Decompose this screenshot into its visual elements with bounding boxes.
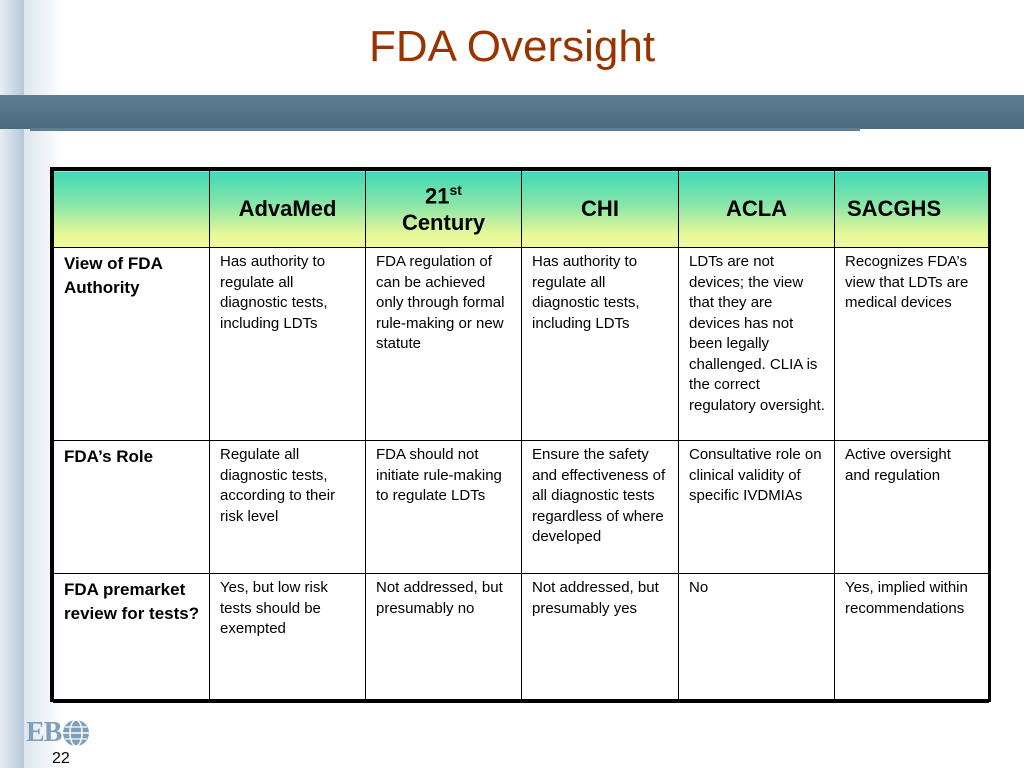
table-cell: Yes, but low risk tests should be exempted (210, 574, 366, 703)
header-corner (54, 171, 210, 248)
table-cell: FDA regulation of can be achieved only through formal rule-making or new statute (366, 248, 522, 441)
table-row (54, 574, 989, 703)
table-row (54, 248, 989, 441)
table-header-row (54, 171, 989, 248)
table-cell: Consultative role on clinical validity of specific IVDMIAs (679, 441, 835, 574)
header-21st-century: 21st Century (366, 171, 522, 248)
table-cell: Has authority to regulate all diagnostic tests, including LDTs (522, 248, 679, 441)
table-cell: Regulate all diagnostic tests, according to their risk level (210, 441, 366, 574)
table-cell: Active oversight and regulation (835, 441, 989, 574)
logo-text: EB (26, 717, 62, 748)
header-advamed: AdvaMed (210, 171, 366, 248)
header-acla: ACLA (679, 171, 835, 248)
table-cell: Not addressed, but presumably yes (522, 574, 679, 703)
title-band-underline (30, 128, 860, 131)
table-cell: Recognizes FDA’s view that LDTs are medical devices (835, 248, 989, 441)
header-sacghs: SACGHS (835, 171, 989, 248)
header-chi: CHI (522, 171, 679, 248)
table-cell: Not addressed, but presumably no (366, 574, 522, 703)
table-cell: Ensure the safety and effectiveness of all diagnostic tests regardless of where developed (522, 441, 679, 574)
row-label: View of FDA Authority (54, 248, 210, 441)
table-cell: Yes, implied within recommendations (835, 574, 989, 703)
globe-icon (61, 718, 91, 748)
page-number: 22 (52, 750, 70, 767)
comparison-table (50, 167, 991, 702)
table-cell: No (679, 574, 835, 703)
row-label: FDA premarket review for tests? (54, 574, 210, 703)
table-cell: Has authority to regulate all diagnostic tests, including LDTs (210, 248, 366, 441)
title-band (0, 95, 1024, 129)
table-row (54, 441, 989, 574)
row-label: FDA’s Role (54, 441, 210, 574)
table-cell: FDA should not initiate rule-making to regulate LDTs (366, 441, 522, 574)
slide-title: FDA Oversight (368, 22, 656, 71)
table-cell: LDTs are not devices; the view that they are devices has not been legally challenged. CLIA is the correct regulatory oversight. (679, 248, 835, 441)
ebg-logo (26, 718, 91, 748)
